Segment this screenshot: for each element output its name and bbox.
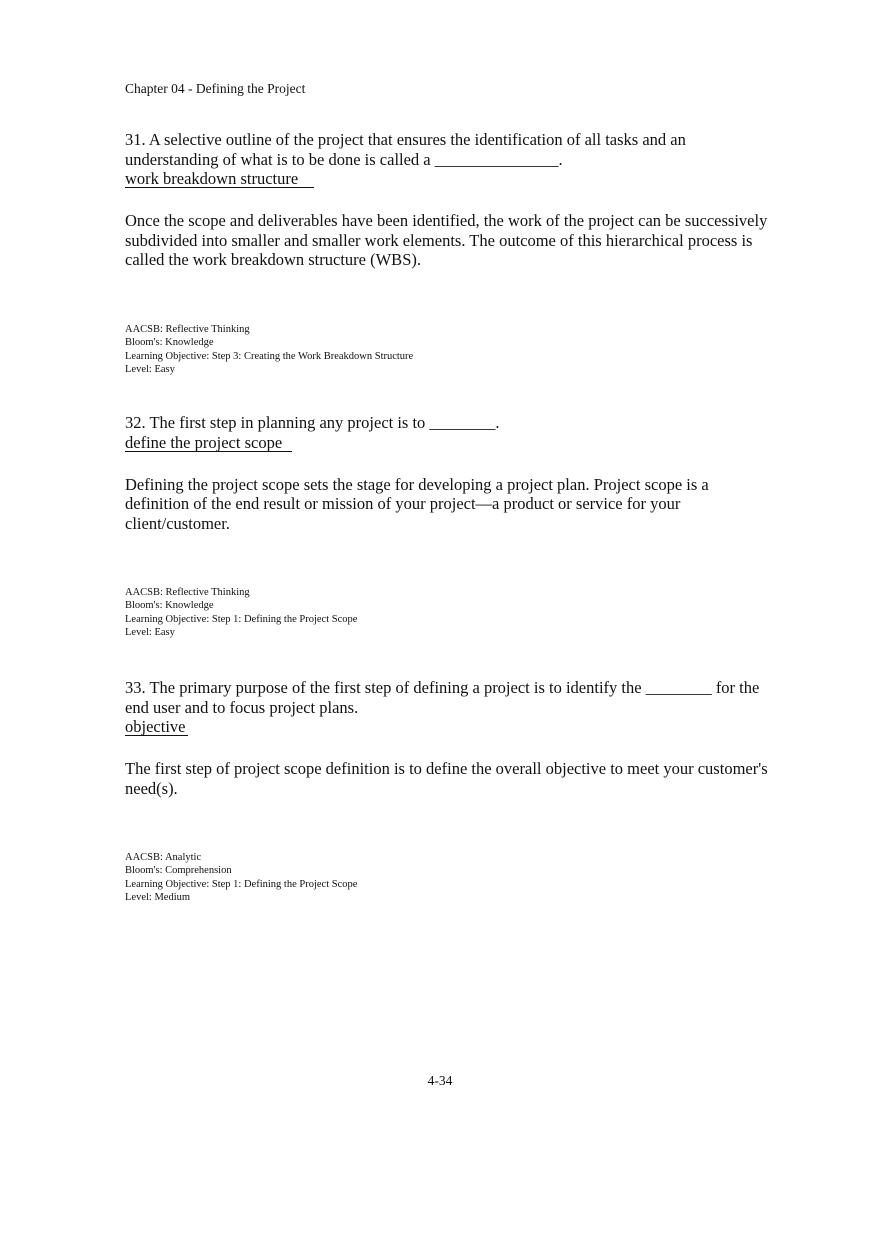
- question-meta-32: [125, 586, 357, 639]
- question-meta-33: [125, 851, 357, 904]
- chapter-header: Chapter 04 - Defining the Project: [125, 81, 306, 96]
- aacsb-tag: AACSB: Reflective Thinking: [125, 324, 250, 335]
- answer: [125, 433, 292, 453]
- blooms-tag: Bloom's: Knowledge: [125, 600, 214, 612]
- question-text: 33. The primary purpose of the first step of defining a project is to identify the ________ for the end user and to focus project plans.: [125, 678, 760, 717]
- answer-underline: [298, 170, 314, 188]
- question-text: 31. A selective outline of the project that ensures the identification of all tasks and an understanding of what is to be done is called a _______________.: [125, 130, 686, 169]
- question-block-31: [125, 130, 775, 270]
- question-block-33: [125, 678, 775, 798]
- aacsb-tag: AACSB: Reflective Thinking: [125, 587, 250, 598]
- aacsb-tag: AACSB: Analytic: [125, 852, 202, 863]
- answer-text: objective: [125, 717, 186, 736]
- blooms-tag: Bloom's: Comprehension: [125, 865, 232, 877]
- explanation-text: Once the scope and deliverables have been identified, the work of the project can be successively subdivided into smaller and smaller work elements. The outcome of this hierarchical process is called the work breakdown structure (WBS).: [125, 211, 768, 269]
- level-tag: Level: Easy: [125, 363, 175, 375]
- answer: [125, 717, 188, 737]
- level-tag: Level: Medium: [125, 891, 191, 903]
- question-block-32: [125, 413, 775, 533]
- question-text: 32. The first step in planning any project is to ________.: [125, 413, 500, 432]
- answer-underline: [282, 434, 292, 452]
- level-tag: Level: Easy: [125, 626, 175, 638]
- question-meta-31: [125, 323, 413, 376]
- learning-objective-tag: Learning Objective: Step 3: Creating the Work Breakdown Structure: [125, 350, 414, 362]
- explanation-text: Defining the project scope sets the stage for developing a project plan. Project scope is a definition of the end result or mission of your project—a product or service for your client/customer.: [125, 474, 709, 533]
- blooms-tag: Bloom's: Knowledge: [125, 337, 214, 349]
- explanation-text: The first step of project scope definition is to define the overall objective to meet your customer's need(s).: [125, 759, 768, 798]
- answer: [125, 169, 314, 189]
- learning-objective-tag: Learning Objective: Step 1: Defining the Project Scope: [125, 878, 358, 890]
- page-number: 4-34: [427, 1073, 453, 1088]
- answer-text: work breakdown structure: [125, 169, 299, 188]
- answer-underline: [185, 718, 188, 736]
- answer-text: define the project scope: [125, 432, 283, 452]
- learning-objective-tag: Learning Objective: Step 1: Defining the Project Scope: [125, 613, 358, 625]
